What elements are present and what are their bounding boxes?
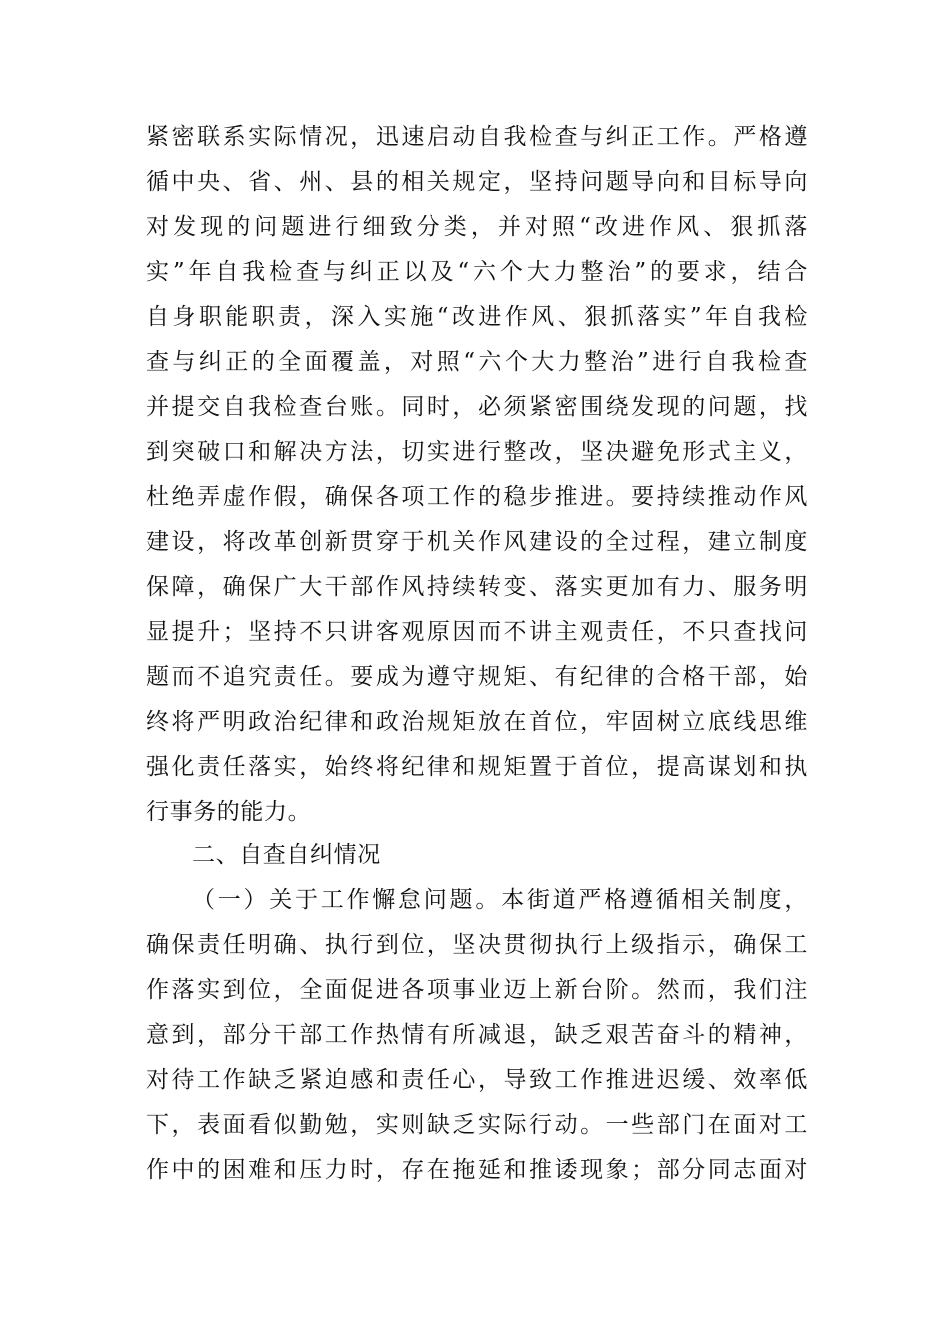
text-line: 终将严明政治纪律和政治规矩放在首位，牢固树立底线思维 bbox=[146, 709, 808, 735]
text-line: 作中的困难和压力时，存在拖延和推诿现象；部分同志面对 bbox=[146, 1157, 808, 1183]
text-line: 并提交自我检查台账。同时，必须紧密围绕发现的问题，找 bbox=[146, 394, 808, 420]
text-line: 实”年自我检查与纠正以及“六个大力整治”的要求，结合 bbox=[146, 259, 808, 285]
text-line: 行事务的能力。 bbox=[146, 799, 312, 825]
text-line: 保障，确保广大干部作风持续转变、落实更加有力、服务明 bbox=[146, 574, 808, 600]
text-line: 紧密联系实际情况，迅速启动自我检查与纠正工作。严格遵 bbox=[146, 124, 808, 150]
text-line: 对待工作缺乏紧迫感和责任心，导致工作推进迟缓、效率低 bbox=[146, 1067, 808, 1093]
text-line: 作落实到位，全面促进各项事业迈上新台阶。然而，我们注 bbox=[146, 977, 808, 1003]
text-line: 到突破口和解决方法，切实进行整改，坚决避免形式主义， bbox=[146, 439, 808, 465]
text-line: 建设，将改革创新贯穿于机关作风建设的全过程，建立制度 bbox=[146, 529, 808, 555]
text-line: 意到，部分干部工作热情有所减退，缺乏艰苦奋斗的精神， bbox=[146, 1022, 808, 1048]
section-heading: 二、自查自纠情况 bbox=[192, 842, 381, 868]
text-line: 显提升；坚持不只讲客观原因而不讲主观责任，不只查找问 bbox=[146, 619, 808, 645]
text-line: 下，表面看似勤勉，实则缺乏实际行动。一些部门在面对工 bbox=[146, 1112, 808, 1138]
text-line: 题而不追究责任。要成为遵守规矩、有纪律的合格干部，始 bbox=[146, 664, 808, 690]
body-paragraph bbox=[146, 878, 808, 1193]
text-line: （一）关于工作懈怠问题。本街道严格遵循相关制度， bbox=[192, 887, 808, 913]
body-paragraph bbox=[146, 115, 808, 835]
text-line: 循中央、省、州、县的相关规定，坚持问题导向和目标导向 bbox=[146, 169, 808, 195]
text-line: 杜绝弄虚作假，确保各项工作的稳步推进。要持续推动作风 bbox=[146, 484, 808, 510]
text-line: 确保责任明确、执行到位，坚决贯彻执行上级指示，确保工 bbox=[146, 932, 808, 958]
text-line: 自身职能职责，深入实施“改进作风、狠抓落实”年自我检 bbox=[146, 304, 808, 330]
text-line: 查与纠正的全面覆盖，对照“六个大力整治”进行自我检查 bbox=[146, 349, 808, 375]
text-line: 对发现的问题进行细致分类，并对照“改进作风、狠抓落 bbox=[146, 214, 808, 240]
text-line: 强化责任落实，始终将纪律和规矩置于首位，提高谋划和执 bbox=[146, 754, 808, 780]
